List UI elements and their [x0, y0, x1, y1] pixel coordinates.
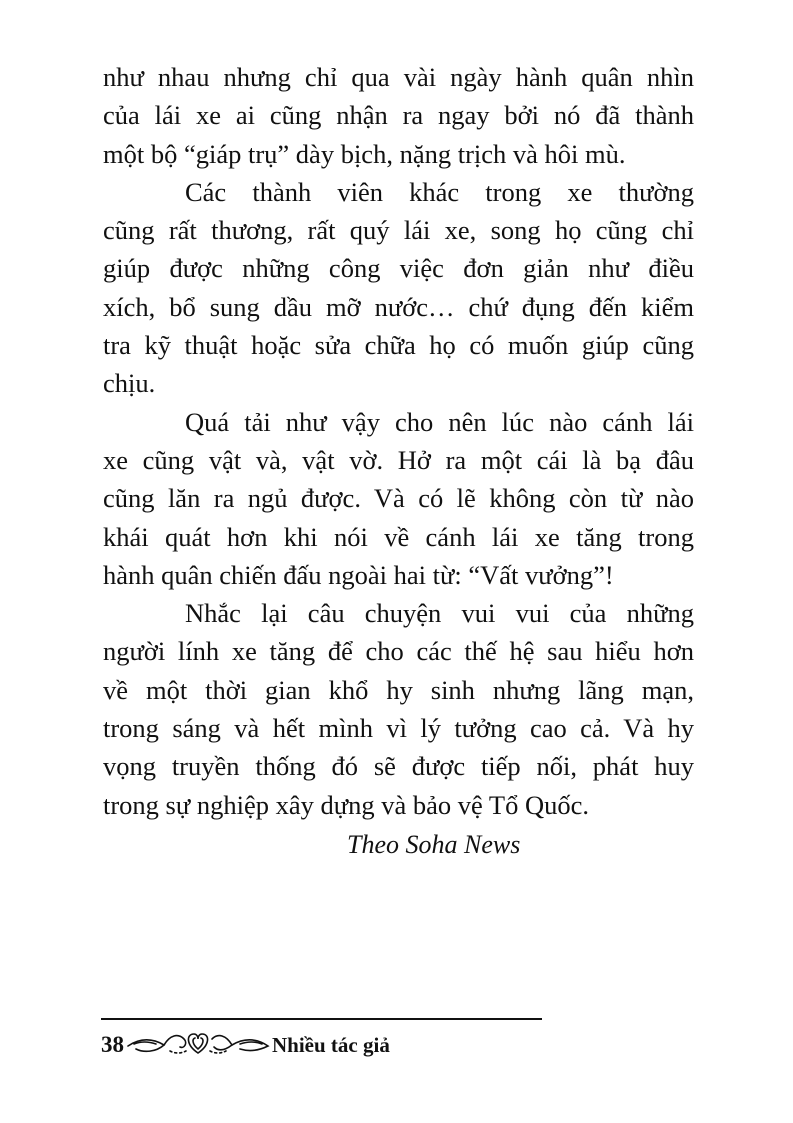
- body-line: tra kỹ thuật hoặc sửa chữa họ có muốn giúp cũng: [103, 330, 694, 361]
- body-text: [103, 58, 694, 824]
- body-line-paragraph-start: Quá tải như vậy cho nên lúc nào cánh lái: [185, 406, 694, 437]
- page-footer: [101, 1027, 390, 1063]
- body-line: xích, bổ sung dầu mỡ nước… chứ đụng đến kiểm: [103, 291, 694, 322]
- decorative-scroll-ornament-icon: [126, 1029, 270, 1061]
- body-line: cũng rất thương, rất quý lái xe, song họ cũng chỉ: [103, 215, 694, 246]
- body-line: chịu.: [103, 368, 156, 399]
- body-line-paragraph-start: Nhắc lại câu chuyện vui vui của những: [185, 598, 694, 629]
- body-line: trong sáng và hết mình vì lý tưởng cao cả. Và hy: [103, 713, 694, 744]
- body-line: một bộ “giáp trụ” dày bịch, nặng trịch và hôi mù.: [103, 138, 626, 169]
- body-line: xe cũng vật và, vật vờ. Hở ra một cái là bạ đâu: [103, 444, 694, 475]
- body-line: về một thời gian khổ hy sinh nhưng lãng mạn,: [103, 674, 694, 705]
- footer-divider: [101, 1018, 542, 1020]
- body-line: trong sự nghiệp xây dựng và bảo vệ Tổ Quốc.: [103, 789, 590, 820]
- body-line: vọng truyền thống đó sẽ được tiếp nối, phát huy: [103, 751, 694, 782]
- body-line: cũng lăn ra ngủ được. Và có lẽ không còn từ nào: [103, 483, 694, 514]
- body-line: như nhau nhưng chỉ qua vài ngày hành quân nhìn: [103, 62, 694, 92]
- body-line: người lính xe tăng để cho các thế hệ sau hiểu hơn: [103, 636, 694, 667]
- body-line: khái quát hơn khi nói về cánh lái xe tăng trong: [103, 521, 694, 552]
- book-title: Nhiều tác giả: [272, 1032, 390, 1057]
- body-line: hành quân chiến đấu ngoài hai từ: “Vất vưởng”!: [103, 559, 614, 590]
- body-line: của lái xe ai cũng nhận ra ngay bởi nó đã thành: [103, 100, 694, 131]
- body-line-paragraph-start: Các thành viên khác trong xe thường: [185, 176, 694, 207]
- body-line: giúp được những công việc đơn giản như điều: [103, 253, 694, 284]
- page-number: 38: [101, 1032, 124, 1057]
- source-credit: Theo Soha News: [347, 830, 521, 859]
